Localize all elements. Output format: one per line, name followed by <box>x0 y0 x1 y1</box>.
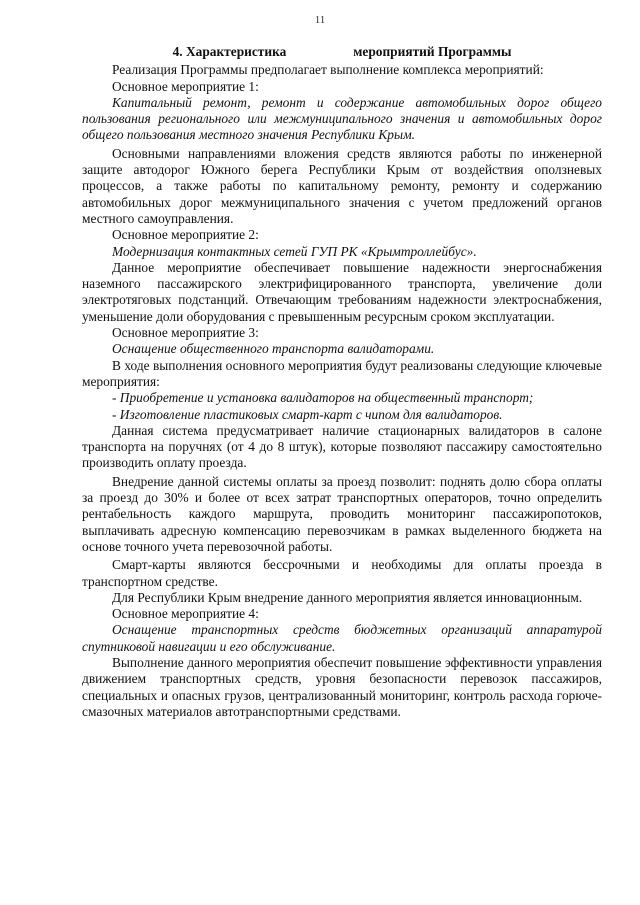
measure-2-label: Основное мероприятие 2: <box>112 227 259 243</box>
paragraph-intro: Реализация Программы предполагает выполнение комплекса мероприятий: <box>112 62 544 78</box>
measure-3-title: Оснащение общественного транспорта валидаторами. <box>112 341 435 357</box>
list-item-validators: - Приобретение и установка валидаторов на общественный транспорт; <box>112 390 534 406</box>
measure-4-title: Оснащение транспортных средств бюджетных организаций аппаратурой спутниковой навигации и его обслуживание. <box>82 622 602 654</box>
measure-1-label: Основное мероприятие 1: <box>112 78 259 94</box>
paragraph-reliability: Данное мероприятие обеспечивает повышение надежности энергоснабжения наземного пассажирского электрифицированного транспорта, увеличение доли электротяговых подстанций. Отвечающим требованиям надежности электроснабжения, уменьшение доли оборудования с превышенным ресурсным сроком эксплуатации. <box>82 259 602 324</box>
measure-1-title: Капитальный ремонт, ремонт и содержание автомобильных дорог общего пользования регионального или межмуниципального значения и автомобильных дорог общего пользования местного значения Республики Крым. <box>82 94 602 143</box>
page-number: 11 <box>314 14 326 26</box>
paragraph-directions: Основными направлениями вложения средств являются работы по инженерной защите автодорог Южного берега Республики Крым от воздействия оползневых процессов, а также работы по капитальному ремонту, ремонту и содержанию автомобильных дорог межмуниципального значения с учетом предложений органов местного самоуправления. <box>82 145 602 226</box>
measure-3-label: Основное мероприятие 3: <box>112 325 259 341</box>
paragraph-key-measures: В ходе выполнения основного мероприятия будут реализованы следующие ключевые мероприятия: <box>82 357 602 389</box>
paragraph-innovation: Для Республики Крым внедрение данного мероприятия является инновационным. <box>112 589 583 605</box>
paragraph-smart-cards: Смарт-карты являются бессрочными и необходимы для оплаты проезда в транспортном средстве. <box>82 557 602 589</box>
list-item-smart-cards: - Изготовление пластиковых смарт-карт с чипом для валидаторов. <box>112 406 503 422</box>
measure-2-title: Модернизация контактных сетей ГУП РК «Крымтроллейбус». <box>112 243 477 259</box>
section-title: 4. Характеристика мероприятий Программы <box>172 44 512 59</box>
paragraph-navigation-effect: Выполнение данного мероприятия обеспечит повышение эффективности управления движением транспортных средств, уровня безопасности перевозок пассажиров, специальных и опасных грузов, централизованный мониторинг, контроль расхода горюче-смазочных материалов автотранспортными средствами. <box>82 654 602 719</box>
page-content <box>82 44 602 720</box>
paragraph-payment-benefits: Внедрение данной системы оплаты за проезд позволит: поднять долю сбора оплаты за проезд до 30% и более от всех затрат транспортных операторов, точно определить рентабельность каждого маршрута, проводить мониторинг пассажиропотоков, выплачивать адресную компенсацию перевозчикам в рамках выделенного бюджета на основе точного учета перевозочной работы. <box>82 473 602 554</box>
measure-4-label: Основное мероприятие 4: <box>112 606 259 622</box>
paragraph-validator-system: Данная система предусматривает наличие стационарных валидаторов в салоне транспорта на поручнях (от 4 до 8 штук), которые позволяют пассажиру самостоятельно производить оплату проезда. <box>82 422 602 471</box>
